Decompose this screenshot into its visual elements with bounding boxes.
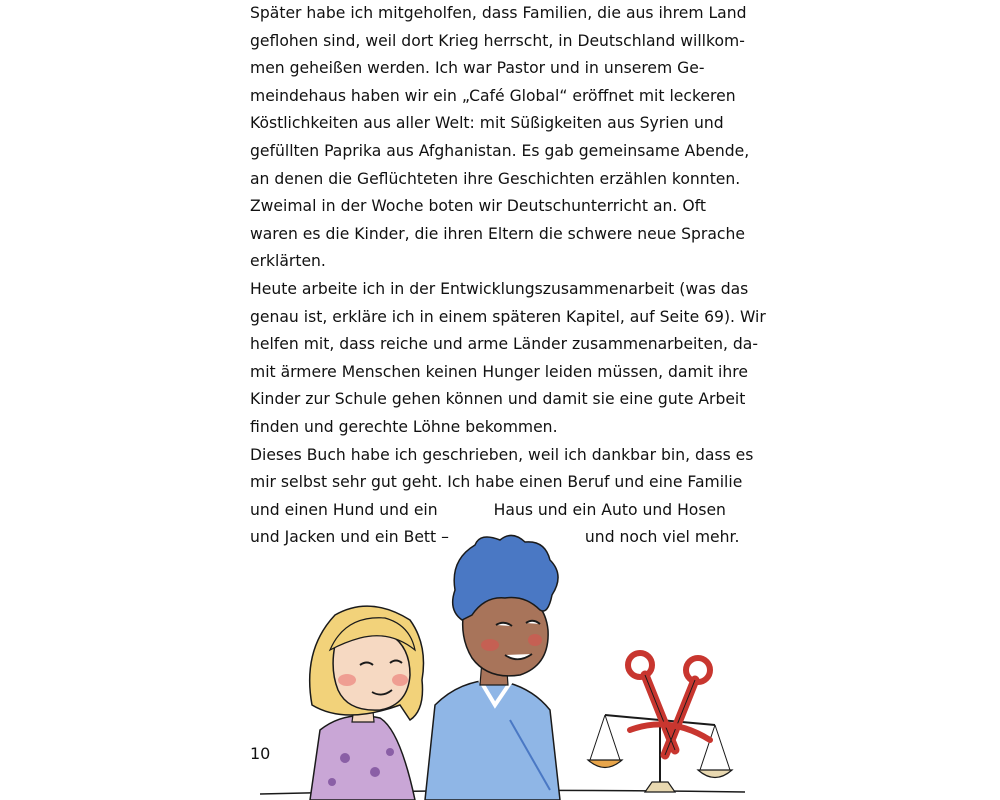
text-line-2: geflohen sind, weil dort Krieg herrscht, in Deutschland willkom- xyxy=(250,31,745,50)
text-line-20-after: und noch viel mehr. xyxy=(584,528,740,547)
text-line-19-after: Haus und ein Auto und Hosen xyxy=(493,500,726,519)
girl-dress xyxy=(310,716,415,800)
text-line-10: erklärten. xyxy=(250,252,326,271)
body-text xyxy=(250,0,766,552)
text-line-14: mit ärmere Menschen keinen Hunger leiden müssen, damit ihre xyxy=(250,362,748,381)
girl-cheek xyxy=(392,674,408,686)
dress-dot xyxy=(386,748,394,756)
text-line-12: genau ist, erkläre ich in einem späteren Kapitel, auf Seite 69). Wir xyxy=(250,307,766,326)
children-illustration xyxy=(250,530,750,800)
text-line-7: an denen die Geflüchteten ihre Geschichten erzählen konnten. xyxy=(250,169,741,188)
dress-dot xyxy=(370,767,380,777)
text-line-18: mir selbst sehr gut geht. Ich habe einen Beruf und eine Familie xyxy=(250,473,743,492)
text-line-1: Später habe ich mitgeholfen, dass Familien, die aus ihrem Land xyxy=(250,4,747,22)
text-line-13: helfen mit, dass reiche und arme Länder zusammenarbeiten, da- xyxy=(250,335,758,354)
dress-dot xyxy=(340,753,350,763)
boy-cheek xyxy=(528,634,542,646)
text-line-15: Kinder zur Schule gehen können und damit sie eine gute Arbeit xyxy=(250,390,746,409)
boy-cheek xyxy=(481,639,499,651)
text-line-8: Zweimal in der Woche boten wir Deutschunterricht an. Oft xyxy=(250,197,706,216)
text-line-19-before: und einen Hund und ein xyxy=(250,500,438,519)
scissors-icon xyxy=(628,653,710,755)
text-line-17: Dieses Buch habe ich geschrieben, weil ich dankbar bin, dass es xyxy=(250,445,754,464)
text-line-6: gefüllten Paprika aus Afghanistan. Es gab gemeinsame Abende, xyxy=(250,141,750,160)
text-line-19 xyxy=(250,497,750,525)
dress-dot xyxy=(328,778,336,786)
girl-cheek xyxy=(338,674,356,686)
text-line-4: meindehaus haben wir ein „Café Global“ eröffnet mit leckeren xyxy=(250,86,736,105)
text-line-20-before: und Jacken und ein Bett – xyxy=(250,528,449,547)
page-number: 10 xyxy=(250,744,271,763)
text-line-5: Köstlichkeiten aus aller Welt: mit Süßigkeiten aus Syrien und xyxy=(250,114,724,133)
text-line-9: waren es die Kinder, die ihren Eltern die schwere neue Sprache xyxy=(250,224,745,243)
text-line-3: men geheißen werden. Ich war Pastor und in unserem Ge- xyxy=(250,59,705,78)
text-line-16: finden und gerechte Löhne bekommen. xyxy=(250,417,558,436)
text-line-11: Heute arbeite ich in der Entwicklungszusammenarbeit (was das xyxy=(250,279,749,298)
